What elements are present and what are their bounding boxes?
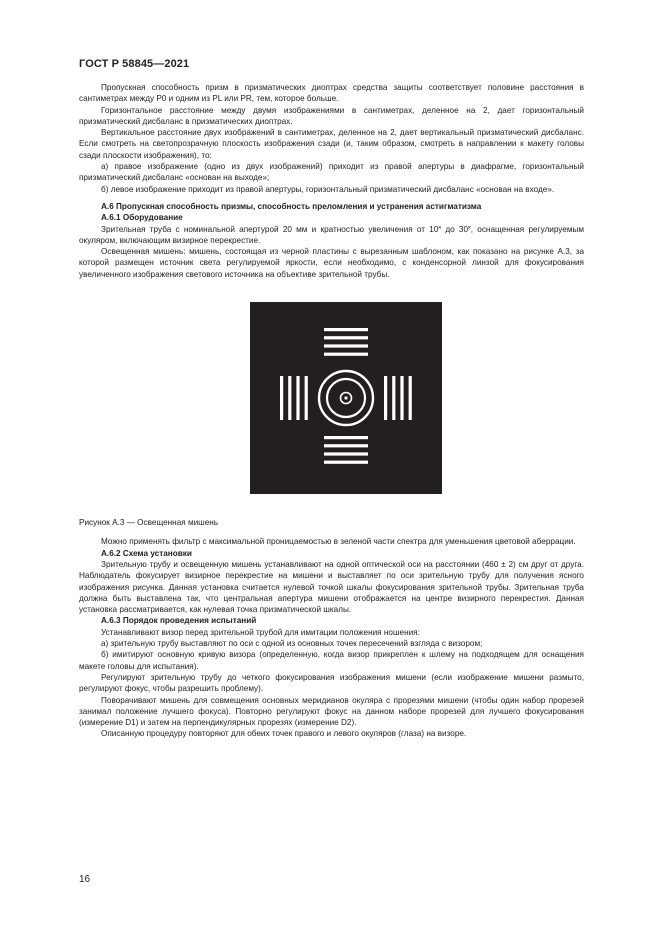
- target-center-dot: [344, 396, 347, 399]
- paragraph-filter: Можно применять фильтр с максимальной проницаемостью в зеленой части спектра для уменьшения цветовой аберрации.: [101, 537, 576, 547]
- figure-caption: Рисунок А.3 — Освещенная мишень: [79, 518, 219, 528]
- paragraph-target: Освещенная мишень: мишень, состоящая из черной пластины с вырезанным шаблоном, как показано на рисунке А.3, за которой размещен источник света регулируемой яркости, если необходимо, с конденсорной линзой для фокусирования увеличенного изображения светового источника на объективе зрительной трубы.: [79, 247, 584, 279]
- paragraph-procedure-5: Поворачивают мишень для совмещения основных меридианов окуляра с прорезями мишени (чтобы один набор прорезей занимал положение лучшего фокуса). Повторно регулируют фокус на данном наборе прорезей для лучшего фокусирования (измерение D1) и затем на перпендикулярных прорезях (измерение D2).: [79, 695, 584, 728]
- target-slit-top: [324, 344, 368, 347]
- section-a63-heading: А.6.3 Порядок проведения испытаний: [101, 616, 257, 626]
- target-slit-top: [324, 336, 368, 339]
- section-a62-heading: А.6.2 Схема установки: [101, 548, 192, 558]
- paragraph-horizontal: Горизонтальное расстояние между двумя изображениями в сантиметрах, деленное на 2, дает горизонтальный призматический дисбаланс в призматических диоптрах.: [79, 105, 584, 126]
- paragraph-setup: Зрительную трубу и освещенную мишень устанавливают на одной оптической оси на расстоянии (460 ± 2) см друг от друга. Наблюдатель фокусирует визирное перекрестие на мишени и выставляет по оси зрительную трубу для получения ясного изображения рисунка. Данная установка считается нулевой точкой шкалы фокусирования зрительной трубы. Зрительная труба должна быть выставлена так, что центральная апертура мишени отображается на центре визирного перекрестия. Данная установка рассматривается, как нулевая точка призматической шкалы.: [79, 559, 584, 615]
- target-slit-left: [296, 376, 299, 420]
- target-slit-bottom: [324, 436, 368, 439]
- paragraph-procedure-3: б) имитируют основную кривую визора (определенную, когда визор прикреплен к шлему на подходящем для оснащения макете головы для испытания).: [79, 650, 584, 671]
- section-a6-heading: А.6 Пропускная способность призмы, способность преломления и устранения астигматизма: [101, 201, 482, 211]
- target-slit-right: [400, 376, 403, 420]
- target-slit-top: [324, 328, 368, 331]
- paragraph-procedure-1: Устанавливают визор перед зрительной трубой для имитации положения ношения:: [101, 627, 420, 637]
- target-slit-bottom: [324, 452, 368, 455]
- paragraph-procedure-4: Регулируют зрительную трубу до четкого фокусирования изображения мишени (если изображение мишени размыто, регулируют фокус, чтобы разрешить проблему).: [79, 672, 584, 694]
- paragraph-vertical: Вертикальное расстояние двух изображений в сантиметрах, деленное на 2, дает вертикальный призматический дисбаланс. Если смотреть на светопрозрачную плоскость изображения сзади (и, таким образом, смотреть в направлении к макету головы сзади плоскости изображения), то:: [79, 128, 584, 160]
- paragraph-procedure-6: Описанную процедуру повторяют для обеих точек правого и левого окуляров (глаза) на визоре.: [101, 729, 467, 739]
- target-slit-bottom: [324, 461, 368, 464]
- target-slit-top: [324, 353, 368, 356]
- section-a61-heading: А.6.1 Оборудование: [101, 213, 183, 223]
- target-slit-right: [384, 376, 387, 420]
- target-slit-left: [305, 376, 308, 420]
- paragraph-telescope: Зрительная труба с номинальной апертурой 20 мм и кратностью увеличения от 10˟ до 30˟, оснащенная регулируемым окуляром, включающим визирное перекрестие.: [79, 224, 584, 245]
- list-item-b: б) левое изображение приходит из правой апертуры, горизонтальный призматический дисбаланс «основан на входе».: [101, 184, 555, 194]
- target-image: [250, 302, 442, 494]
- target-slit-left: [280, 376, 283, 420]
- paragraph-prism-power-text: Пропускная способность призм в призматических диоптрах средства защиты соответствует половине расстояния в сантиметрах между P0 и одним из PL или PR, тем, которое больше.: [79, 83, 584, 104]
- target-slit-left: [288, 376, 291, 420]
- list-item-a: а) правое изображение (одно из двух изображений) приходит из правой апертуры в диафрагме, горизонтальный призматический дисбаланс «основан на выходе»;: [79, 162, 584, 183]
- paragraph-prism-power: [79, 82, 584, 105]
- document-header: ГОСТ Р 58845—2021: [79, 58, 190, 70]
- document-body: [79, 82, 584, 740]
- target-slit-right: [409, 376, 412, 420]
- target-slit-right: [392, 376, 395, 420]
- target-slit-bottom: [324, 444, 368, 447]
- page-number: 16: [79, 874, 91, 885]
- figure-illuminated-target: [79, 302, 584, 517]
- paragraph-procedure-2: а) зрительную трубу выставляют по оси с одной из основных точек пересечений взгляда с визором;: [101, 639, 483, 649]
